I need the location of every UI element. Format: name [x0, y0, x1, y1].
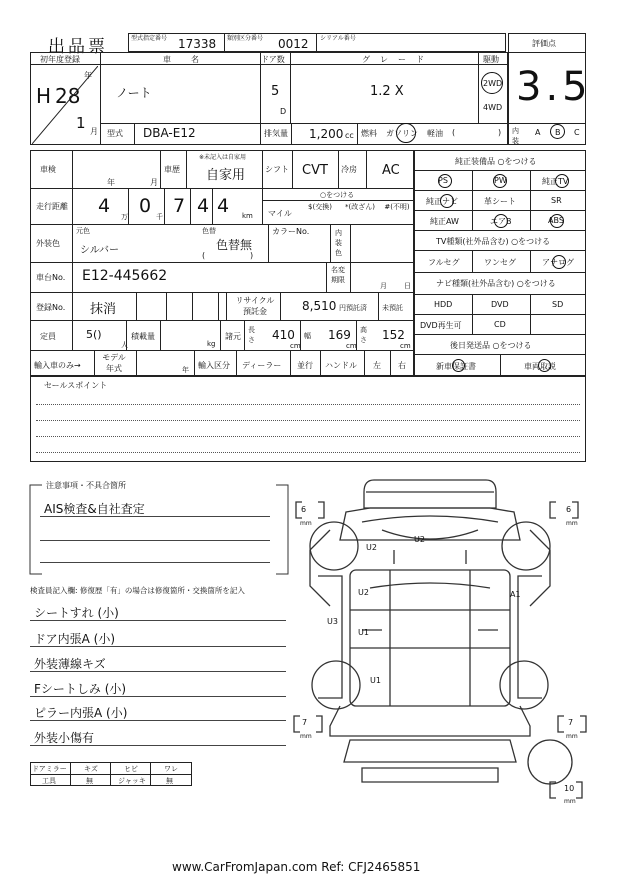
score-label: 評価点: [532, 39, 556, 48]
tread-unit-fl: mm: [300, 520, 312, 527]
drive-label: 駆動: [483, 55, 499, 64]
damage-mark-a1: A1: [510, 590, 521, 599]
era-value: H: [36, 84, 52, 108]
oem-navi-circle: [440, 194, 454, 208]
legend-tools-value: 無: [86, 777, 93, 785]
recycle-unit: 円預託済: [339, 304, 367, 312]
tread-rear-left: 7: [302, 718, 308, 727]
tread-unit-fr: mm: [566, 520, 578, 527]
mileage-unit-man: 万: [121, 213, 128, 221]
mileage-unit-sen: 千: [156, 213, 163, 221]
recycle-unpaid: 未預託: [382, 304, 403, 312]
legend-jack-value: 無: [166, 777, 173, 785]
inspection-month-unit: 月: [150, 178, 158, 187]
oem-navi[interactable]: 純正ナビ: [426, 197, 458, 206]
inspection-year-unit: 年: [107, 178, 115, 187]
tread-unit-rl: mm: [300, 733, 312, 740]
mileage-label: 走行距離: [36, 202, 68, 211]
month-value: 1: [76, 114, 86, 132]
mileage-unit-km: km: [242, 212, 253, 220]
length-label: 長さ: [248, 326, 255, 344]
drive-2wd[interactable]: 2WD: [483, 79, 503, 88]
handle-right[interactable]: 右: [398, 361, 406, 370]
import-type-label: 輸入区分: [198, 361, 230, 370]
sales-point-label: セールスポイント: [44, 381, 108, 390]
tread-front-left: 6: [301, 505, 307, 514]
navi-cd[interactable]: CD: [494, 320, 506, 329]
mileage-digit-2: 0: [139, 195, 152, 217]
fuel-value[interactable]: ガソリン: [386, 129, 418, 138]
docs-warranty-circle: [452, 359, 465, 372]
meter-option-exchange[interactable]: $(交換): [308, 203, 332, 211]
color-original-value: シルバー: [80, 245, 120, 256]
use-label: 車歴: [164, 165, 180, 174]
damage-mark-u2-front: U2: [414, 535, 425, 544]
inspector-header: 検査員記入欄: 修復歴「有」の場合は修復箇所・交換箇所を記入: [30, 586, 245, 595]
registration-value: 抹消: [90, 302, 117, 317]
notes-line-1: AIS検査&自社査定: [44, 502, 145, 516]
light-oil-label: 軽油: [427, 129, 443, 138]
mileage-digit-4: 4: [197, 195, 210, 217]
capacity-value: 5(): [86, 328, 102, 341]
inspector-line-3: 外装薄線キズ: [34, 657, 106, 671]
model-designation-label: 型式指定番号: [131, 35, 168, 42]
damage-mark-u2-door: U2: [358, 588, 369, 597]
slash-mark: [32, 66, 98, 144]
use-value: 自家用: [206, 168, 246, 183]
name-change-day: 日: [404, 282, 411, 290]
tv-header: TV種類(社外品含む) ○をつける: [436, 237, 551, 246]
oem-abs[interactable]: ABS: [548, 216, 564, 225]
docs-manual[interactable]: 車両取説: [524, 362, 556, 371]
inspector-line-6: 外装小傷有: [34, 731, 95, 745]
chassis-value: E12-445662: [82, 268, 168, 284]
displacement-label: 排気量: [264, 129, 288, 138]
footer-ref: www.CarFromJapan.com Ref: CFJ2465851: [172, 860, 421, 874]
width-unit: cm: [346, 342, 357, 350]
year-value: 28: [55, 84, 81, 108]
chassis-label: 車台No.: [36, 273, 66, 282]
name-change-label: 名変期限: [331, 266, 345, 284]
light-oil-paren: (: [452, 128, 456, 137]
oem-sr[interactable]: SR: [551, 196, 562, 205]
navi-dvd[interactable]: DVD: [491, 300, 509, 309]
oem-aw[interactable]: 純正AW: [430, 217, 459, 226]
dimensions-label: 諸元: [225, 332, 241, 341]
oem-leather[interactable]: 革シート: [484, 197, 516, 206]
tv-analog-circle: [552, 255, 566, 269]
handle-label: ハンドル: [325, 361, 357, 370]
capacity-label: 定員: [40, 332, 56, 341]
import-label: 輸入車のみ→: [34, 361, 81, 370]
meter-header: ○をつける: [320, 191, 355, 199]
damage-mark-u1-rear: U1: [370, 676, 381, 685]
docs-manual-circle: [538, 359, 551, 372]
tread-unit-spare: mm: [564, 798, 576, 805]
oem-tv[interactable]: 純正TV: [542, 177, 569, 186]
model-type-value: DBA-E12: [143, 126, 196, 140]
name-change-month: 月: [380, 282, 387, 290]
legend-mirror: ドアミラー: [32, 765, 67, 773]
tread-spare: 10: [564, 784, 575, 793]
color-change-value: 色替無: [216, 238, 253, 252]
tv-oneseg[interactable]: ワンセグ: [484, 258, 516, 267]
tread-rear-right: 7: [568, 718, 574, 727]
legend-scratch: キズ: [84, 765, 98, 773]
length-value: 410: [272, 328, 295, 342]
legend-jack: ジャッキ: [118, 777, 146, 785]
height-value: 152: [382, 328, 405, 342]
car-name-value: ノート: [116, 86, 152, 100]
inspection-label: 車検: [40, 165, 56, 174]
model-designation-value: 17338: [178, 37, 217, 51]
inspector-line-2: ドア内張A (小): [34, 632, 116, 646]
mileage-digit-1: 4: [98, 195, 111, 217]
model-type-label: 型式: [107, 129, 123, 138]
model-year-label: モデル年式: [102, 353, 126, 373]
ac-label: 冷房: [341, 165, 357, 174]
tv-analog[interactable]: アナログ: [542, 258, 574, 267]
notes-header: 注意事項・不具合箇所: [46, 481, 126, 490]
light-oil-paren-close: ): [498, 128, 502, 137]
docs-header: 後日発送品 ○をつける: [450, 341, 532, 350]
oem-header: 純正装備品 ○をつける: [455, 157, 537, 166]
height-unit: cm: [400, 342, 411, 350]
meter-option-tampered[interactable]: *(改ざん): [345, 203, 375, 211]
navi-sd[interactable]: SD: [552, 300, 564, 309]
navi-dvd-play[interactable]: DVD再生可: [420, 321, 462, 330]
oem-pw[interactable]: PW: [494, 176, 507, 185]
month-unit: 月: [90, 127, 98, 136]
length-unit: cm: [290, 342, 301, 350]
color-paren-open: (: [202, 251, 206, 260]
legend-tools: 工具: [42, 777, 56, 785]
recycle-label: リサイクル預託金: [235, 296, 275, 316]
color-number-label: カラーNo.: [272, 227, 310, 236]
interior-grade-a[interactable]: A: [535, 128, 541, 137]
damage-mark-u1-door: U1: [358, 628, 369, 637]
category-value: 0012: [278, 37, 309, 51]
interior-grade-c[interactable]: C: [574, 128, 580, 137]
score-value: 3.5: [516, 64, 592, 110]
inspector-line-4: Fシートしみ (小): [34, 682, 127, 696]
load-label: 積載量: [131, 332, 155, 341]
interior-grade-b[interactable]: B: [555, 128, 561, 137]
damage-mark-u2-left: U2: [366, 543, 377, 552]
color-label: 外装色: [36, 239, 60, 248]
oem-tv-circle: [555, 174, 569, 188]
tread-front-right: 6: [566, 505, 572, 514]
meter-option-unknown[interactable]: #(不明): [384, 203, 410, 211]
oem-pw-circle: [493, 174, 507, 188]
legend-break: ワレ: [164, 765, 178, 773]
tread-unit-rr: mm: [566, 733, 578, 740]
interior-label: 内装: [512, 127, 519, 145]
displacement-unit: cc: [345, 131, 354, 140]
navi-header: ナビ種類(社外品含む) ○をつける: [436, 279, 556, 288]
doors-suffix: D: [280, 107, 287, 116]
meter-option-mile[interactable]: マイル: [268, 209, 292, 218]
drive-4wd[interactable]: 4WD: [483, 103, 503, 112]
handle-left[interactable]: 左: [373, 361, 381, 370]
inspector-line-5: ピラー内張A (小): [34, 706, 128, 720]
car-name-label: 車名: [163, 55, 219, 64]
color-original-label: 元色: [76, 227, 90, 235]
sheet-title: 出品票: [48, 37, 108, 57]
car-diagram: [290, 470, 600, 810]
tv-fullseg[interactable]: フルセグ: [428, 258, 460, 267]
fuel-circle: [396, 123, 416, 143]
color-paren-close: ): [250, 251, 254, 260]
import-parallel[interactable]: 並行: [297, 361, 313, 370]
oem-airbag[interactable]: エアB: [490, 217, 512, 226]
width-value: 169: [328, 328, 351, 342]
interior-grade-circle: [550, 124, 565, 139]
fuel-label: 燃料: [361, 129, 377, 138]
doors-label: ドア数: [261, 55, 285, 64]
damage-mark-u3: U3: [327, 617, 338, 626]
capacity-unit: 人: [121, 341, 128, 349]
drive-2wd-circle: [481, 72, 503, 94]
interior-color-label: 内装色: [335, 229, 342, 257]
serial-label: シリアル番号: [320, 35, 356, 42]
year-unit: 年: [84, 71, 92, 80]
oem-ps[interactable]: PS: [438, 176, 448, 185]
height-label: 高さ: [360, 326, 367, 344]
grade-value: 1.2 X: [370, 84, 404, 99]
navi-hdd[interactable]: HDD: [434, 300, 453, 309]
use-note: ※未記入は自家用: [199, 154, 247, 161]
load-unit: kg: [207, 340, 216, 348]
sales-point-box: [30, 376, 586, 462]
first-reg-label: 初年度登録: [40, 55, 80, 64]
legend-crack: ヒビ: [124, 765, 138, 773]
grade-label: グレード: [362, 55, 434, 64]
shift-label: シフト: [265, 165, 289, 174]
color-no-label: 色替: [202, 227, 216, 235]
recycle-value: 8,510: [302, 299, 337, 313]
doors-value: 5: [271, 84, 280, 99]
width-label: 幅: [304, 332, 311, 340]
import-dealer[interactable]: ディーラー: [242, 361, 282, 370]
docs-warranty[interactable]: 新車保証書: [436, 362, 476, 371]
shift-value: CVT: [302, 163, 328, 178]
oem-airbag-circle: [494, 214, 508, 228]
mileage-digit-3: 7: [173, 195, 186, 217]
registration-label: 登録No.: [36, 303, 66, 312]
category-label: 類別区分番号: [227, 35, 264, 42]
oem-abs-circle: [550, 214, 564, 228]
model-year-unit: 年: [182, 366, 189, 374]
displacement-value: 1,200: [309, 127, 344, 141]
oem-ps-circle: [438, 174, 452, 188]
inspector-line-1: シートすれ (小): [34, 606, 119, 620]
ac-value: AC: [382, 163, 400, 178]
mileage-digit-5: 4: [217, 195, 230, 217]
